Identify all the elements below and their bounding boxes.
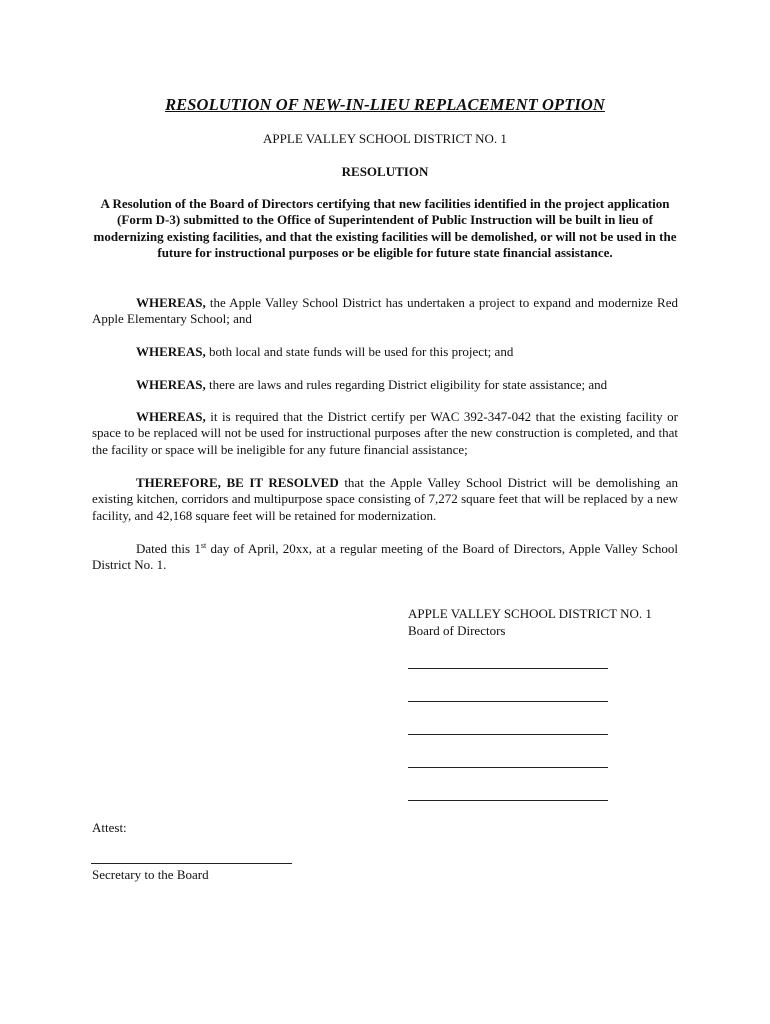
whereas-paragraph-2 [92, 344, 678, 360]
paragraph-lead: WHEREAS, [136, 344, 206, 359]
signature-line [408, 767, 608, 768]
whereas-paragraph-3 [92, 377, 678, 393]
paragraph-lead: THEREFORE, BE IT RESOLVED [136, 475, 339, 490]
signature-line [408, 800, 608, 801]
paragraph-lead: WHEREAS, [136, 409, 206, 424]
paragraph-lead: WHEREAS, [136, 377, 206, 392]
signature-block [408, 605, 652, 639]
signature-district: APPLE VALLEY SCHOOL DISTRICT NO. 1 [408, 606, 652, 621]
dated-ordinal: st [200, 541, 207, 550]
signature-line [408, 701, 608, 702]
attest-label: Attest: [92, 820, 127, 835]
paragraph-text: the Apple Valley School District has undertaken a project to expand and modernize Red Apple Elementary School; and [92, 295, 678, 327]
paragraph-text: both local and state funds will be used for this project; and [205, 344, 514, 359]
paragraph-lead: WHEREAS, [136, 295, 206, 310]
signature-line [408, 668, 608, 669]
whereas-paragraph-4 [92, 409, 678, 458]
resolution-preamble: A Resolution of the Board of Directors certifying that new facilities identified in the project application (Form D-3) submitted to the Office of Superintendent of Public Instruction will be built in lieu of modernizing existing facilities, and that the existing facilities will be demolished, or will not be used in the future for instructional purposes or be eligible for future state financial assistance. [93, 196, 677, 260]
paragraph-text: there are laws and rules regarding District eligibility for state assistance; and [205, 377, 608, 392]
signature-line [408, 734, 608, 735]
paragraph-text: that the Apple Valley School District will be demolishing an existing kitchen, corridors and multipurpose space consisting of 7,272 square feet that will be replaced by a new facility, and 42,168 square feet will be retained for modernization. [92, 475, 678, 523]
attest-signature-line [91, 863, 292, 864]
paragraph-text: it is required that the District certify per WAC 392-347-042 that the existing facility or space to be replaced will not be used for instructional purposes after the new construction is completed, and that the facility or space will be ineligible for any future financial assistance; [92, 409, 678, 457]
signature-board: Board of Directors [408, 623, 506, 638]
dated-suffix: day of April, 20xx, at a regular meeting of the Board of Directors, Apple Valley School District No. 1. [92, 541, 679, 573]
resolution-label: RESOLUTION [341, 164, 429, 179]
document-title: RESOLUTION OF NEW-IN-LIEU REPLACEMENT OPTION [165, 95, 605, 114]
resolved-paragraph [92, 475, 678, 524]
dated-paragraph [92, 541, 678, 574]
dated-prefix: Dated this 1 [136, 541, 201, 556]
district-name: APPLE VALLEY SCHOOL DISTRICT NO. 1 [263, 131, 507, 146]
whereas-paragraph-1 [92, 295, 678, 328]
secretary-title: Secretary to the Board [92, 867, 209, 882]
